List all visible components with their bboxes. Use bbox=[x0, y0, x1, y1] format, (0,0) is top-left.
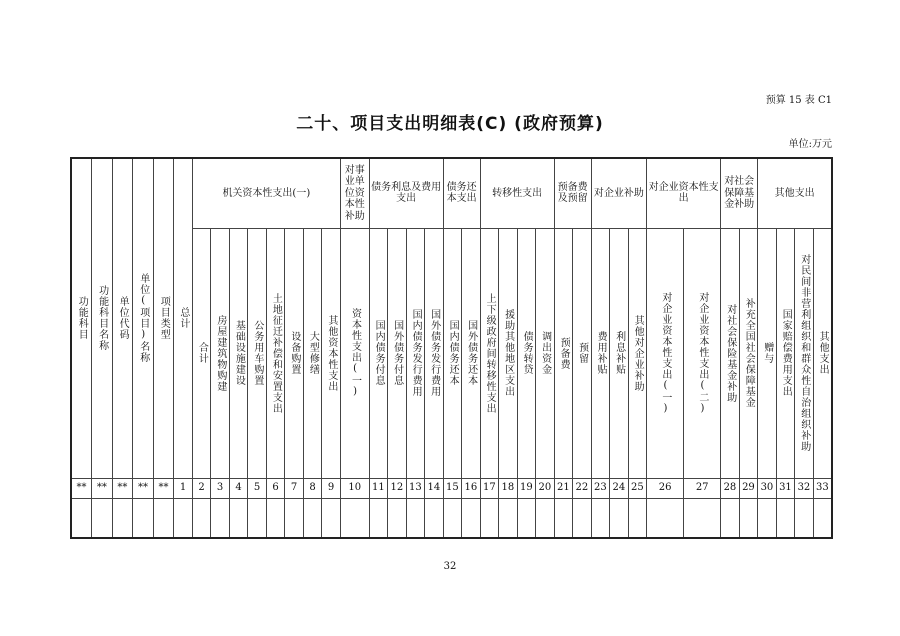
data-cell bbox=[153, 498, 174, 538]
code-cell: 13 bbox=[406, 478, 425, 498]
sub-header: 国家赔偿费用支出 bbox=[776, 228, 795, 478]
data-cell bbox=[721, 498, 740, 538]
sub-header: 债务转贷 bbox=[517, 228, 536, 478]
code-cell: 2 bbox=[192, 478, 211, 498]
data-cell bbox=[573, 498, 592, 538]
sub-header: 国内债务付息 bbox=[369, 228, 388, 478]
group-header: 机关资本性支出(一) bbox=[192, 158, 340, 228]
table-code: 预算 15 表 C1 bbox=[765, 95, 832, 106]
data-cell bbox=[591, 498, 610, 538]
data-cell bbox=[425, 498, 444, 538]
empty-data-row bbox=[71, 498, 832, 538]
code-cell: 20 bbox=[536, 478, 555, 498]
group-header: 预备费及预留 bbox=[554, 158, 591, 228]
data-cell bbox=[340, 498, 369, 538]
data-cell bbox=[388, 498, 407, 538]
code-row bbox=[71, 478, 832, 498]
group-header: 对企业补助 bbox=[591, 158, 647, 228]
data-cell bbox=[813, 498, 832, 538]
data-cell bbox=[499, 498, 518, 538]
sub-header: 国外债务还本 bbox=[462, 228, 481, 478]
sub-header: 预留 bbox=[573, 228, 592, 478]
group-header: 债务还本支出 bbox=[443, 158, 480, 228]
code-cell: ** bbox=[71, 478, 92, 498]
code-cell: 4 bbox=[229, 478, 248, 498]
page-title: 二十、项目支出明细表(C) (政府预算) bbox=[296, 114, 604, 134]
data-cell bbox=[174, 498, 193, 538]
code-cell: 23 bbox=[591, 478, 610, 498]
sub-header: 国外债务付息 bbox=[388, 228, 407, 478]
sub-header: 国内债务还本 bbox=[443, 228, 462, 478]
sub-header: 其他资本性支出 bbox=[322, 228, 341, 478]
code-cell: 6 bbox=[266, 478, 285, 498]
data-cell bbox=[303, 498, 322, 538]
sub-header: 设备购置 bbox=[285, 228, 304, 478]
sub-header: 基础设施建设 bbox=[229, 228, 248, 478]
data-cell bbox=[369, 498, 388, 538]
sub-header: 资本性支出(一) bbox=[340, 228, 369, 478]
code-cell: 8 bbox=[303, 478, 322, 498]
header-cell: 单位代码 bbox=[112, 158, 133, 478]
code-cell: ** bbox=[92, 478, 113, 498]
data-cell bbox=[628, 498, 647, 538]
page-number: 32 bbox=[443, 561, 457, 572]
sub-header: 赠与 bbox=[758, 228, 777, 478]
sub-header: 土地征迁补偿和安置支出 bbox=[266, 228, 285, 478]
code-cell: 26 bbox=[647, 478, 684, 498]
code-cell: 30 bbox=[758, 478, 777, 498]
code-cell: 9 bbox=[322, 478, 341, 498]
data-cell bbox=[536, 498, 555, 538]
group-header: 对企业资本性支出 bbox=[647, 158, 721, 228]
sub-header: 对企业资本性支出(一) bbox=[647, 228, 684, 478]
expenditure-table bbox=[70, 157, 833, 539]
code-cell: 24 bbox=[610, 478, 629, 498]
code-cell: 19 bbox=[517, 478, 536, 498]
code-cell: 22 bbox=[573, 478, 592, 498]
code-cell: 14 bbox=[425, 478, 444, 498]
code-cell: 5 bbox=[248, 478, 267, 498]
code-cell: 7 bbox=[285, 478, 304, 498]
unit-label: 单位:万元 bbox=[788, 139, 832, 150]
data-cell bbox=[112, 498, 133, 538]
group-header: 对社会保障基金补助 bbox=[721, 158, 758, 228]
data-cell bbox=[517, 498, 536, 538]
group-header-row bbox=[71, 158, 832, 228]
data-cell bbox=[776, 498, 795, 538]
data-cell bbox=[211, 498, 230, 538]
code-cell: ** bbox=[112, 478, 133, 498]
sub-header: 利息补贴 bbox=[610, 228, 629, 478]
header-cell: 项目类型 bbox=[153, 158, 174, 478]
sub-header: 对民间非营利组织和群众性自治组织补助 bbox=[795, 228, 814, 478]
sub-header: 房屋建筑物购建 bbox=[211, 228, 230, 478]
sub-header: 公务用车购置 bbox=[248, 228, 267, 478]
sub-header: 援助其他地区支出 bbox=[499, 228, 518, 478]
code-cell: 11 bbox=[369, 478, 388, 498]
code-cell: 31 bbox=[776, 478, 795, 498]
data-cell bbox=[192, 498, 211, 538]
code-cell: 10 bbox=[340, 478, 369, 498]
code-cell: 15 bbox=[443, 478, 462, 498]
data-cell bbox=[133, 498, 154, 538]
sub-header: 大型修缮 bbox=[303, 228, 322, 478]
sub-header: 上下级政府间转移性支出 bbox=[480, 228, 499, 478]
sub-header: 其他支出 bbox=[813, 228, 832, 478]
data-cell bbox=[610, 498, 629, 538]
data-cell bbox=[285, 498, 304, 538]
data-cell bbox=[71, 498, 92, 538]
data-cell bbox=[480, 498, 499, 538]
data-cell bbox=[248, 498, 267, 538]
code-cell: 33 bbox=[813, 478, 832, 498]
sub-header: 其他对企业补助 bbox=[628, 228, 647, 478]
data-cell bbox=[795, 498, 814, 538]
code-cell: 32 bbox=[795, 478, 814, 498]
sub-header: 对企业资本性支出(二) bbox=[684, 228, 721, 478]
sub-header: 合计 bbox=[192, 228, 211, 478]
data-cell bbox=[443, 498, 462, 538]
sub-header: 预备费 bbox=[554, 228, 573, 478]
code-cell: 3 bbox=[211, 478, 230, 498]
sub-header: 调出资金 bbox=[536, 228, 555, 478]
code-cell: ** bbox=[153, 478, 174, 498]
data-cell bbox=[462, 498, 481, 538]
sub-header: 费用补贴 bbox=[591, 228, 610, 478]
data-cell bbox=[92, 498, 113, 538]
header-cell: 单位(项目)名称 bbox=[133, 158, 154, 478]
code-cell: 1 bbox=[174, 478, 193, 498]
header-cell: 功能科目 bbox=[71, 158, 92, 478]
code-cell: 21 bbox=[554, 478, 573, 498]
code-cell: 18 bbox=[499, 478, 518, 498]
code-cell: 25 bbox=[628, 478, 647, 498]
header-cell: 总计 bbox=[174, 158, 193, 478]
group-header: 转移性支出 bbox=[480, 158, 554, 228]
code-cell: ** bbox=[133, 478, 154, 498]
data-cell bbox=[229, 498, 248, 538]
sub-header: 补充全国社会保障基金 bbox=[739, 228, 758, 478]
code-cell: 27 bbox=[684, 478, 721, 498]
data-cell bbox=[647, 498, 684, 538]
data-cell bbox=[406, 498, 425, 538]
code-cell: 16 bbox=[462, 478, 481, 498]
data-cell bbox=[322, 498, 341, 538]
group-header: 债务利息及费用支出 bbox=[369, 158, 443, 228]
sub-header: 对社会保险基金补助 bbox=[721, 228, 740, 478]
data-cell bbox=[266, 498, 285, 538]
code-cell: 28 bbox=[721, 478, 740, 498]
group-header: 其他支出 bbox=[758, 158, 832, 228]
code-cell: 12 bbox=[388, 478, 407, 498]
code-cell: 29 bbox=[739, 478, 758, 498]
sub-header: 国内债务发行费用 bbox=[406, 228, 425, 478]
data-cell bbox=[739, 498, 758, 538]
group-header: 对事业单位资本性补助 bbox=[340, 158, 369, 228]
sub-header: 国外债务发行费用 bbox=[425, 228, 444, 478]
data-cell bbox=[758, 498, 777, 538]
data-cell bbox=[554, 498, 573, 538]
data-cell bbox=[684, 498, 721, 538]
header-cell: 功能科目名称 bbox=[92, 158, 113, 478]
code-cell: 17 bbox=[480, 478, 499, 498]
